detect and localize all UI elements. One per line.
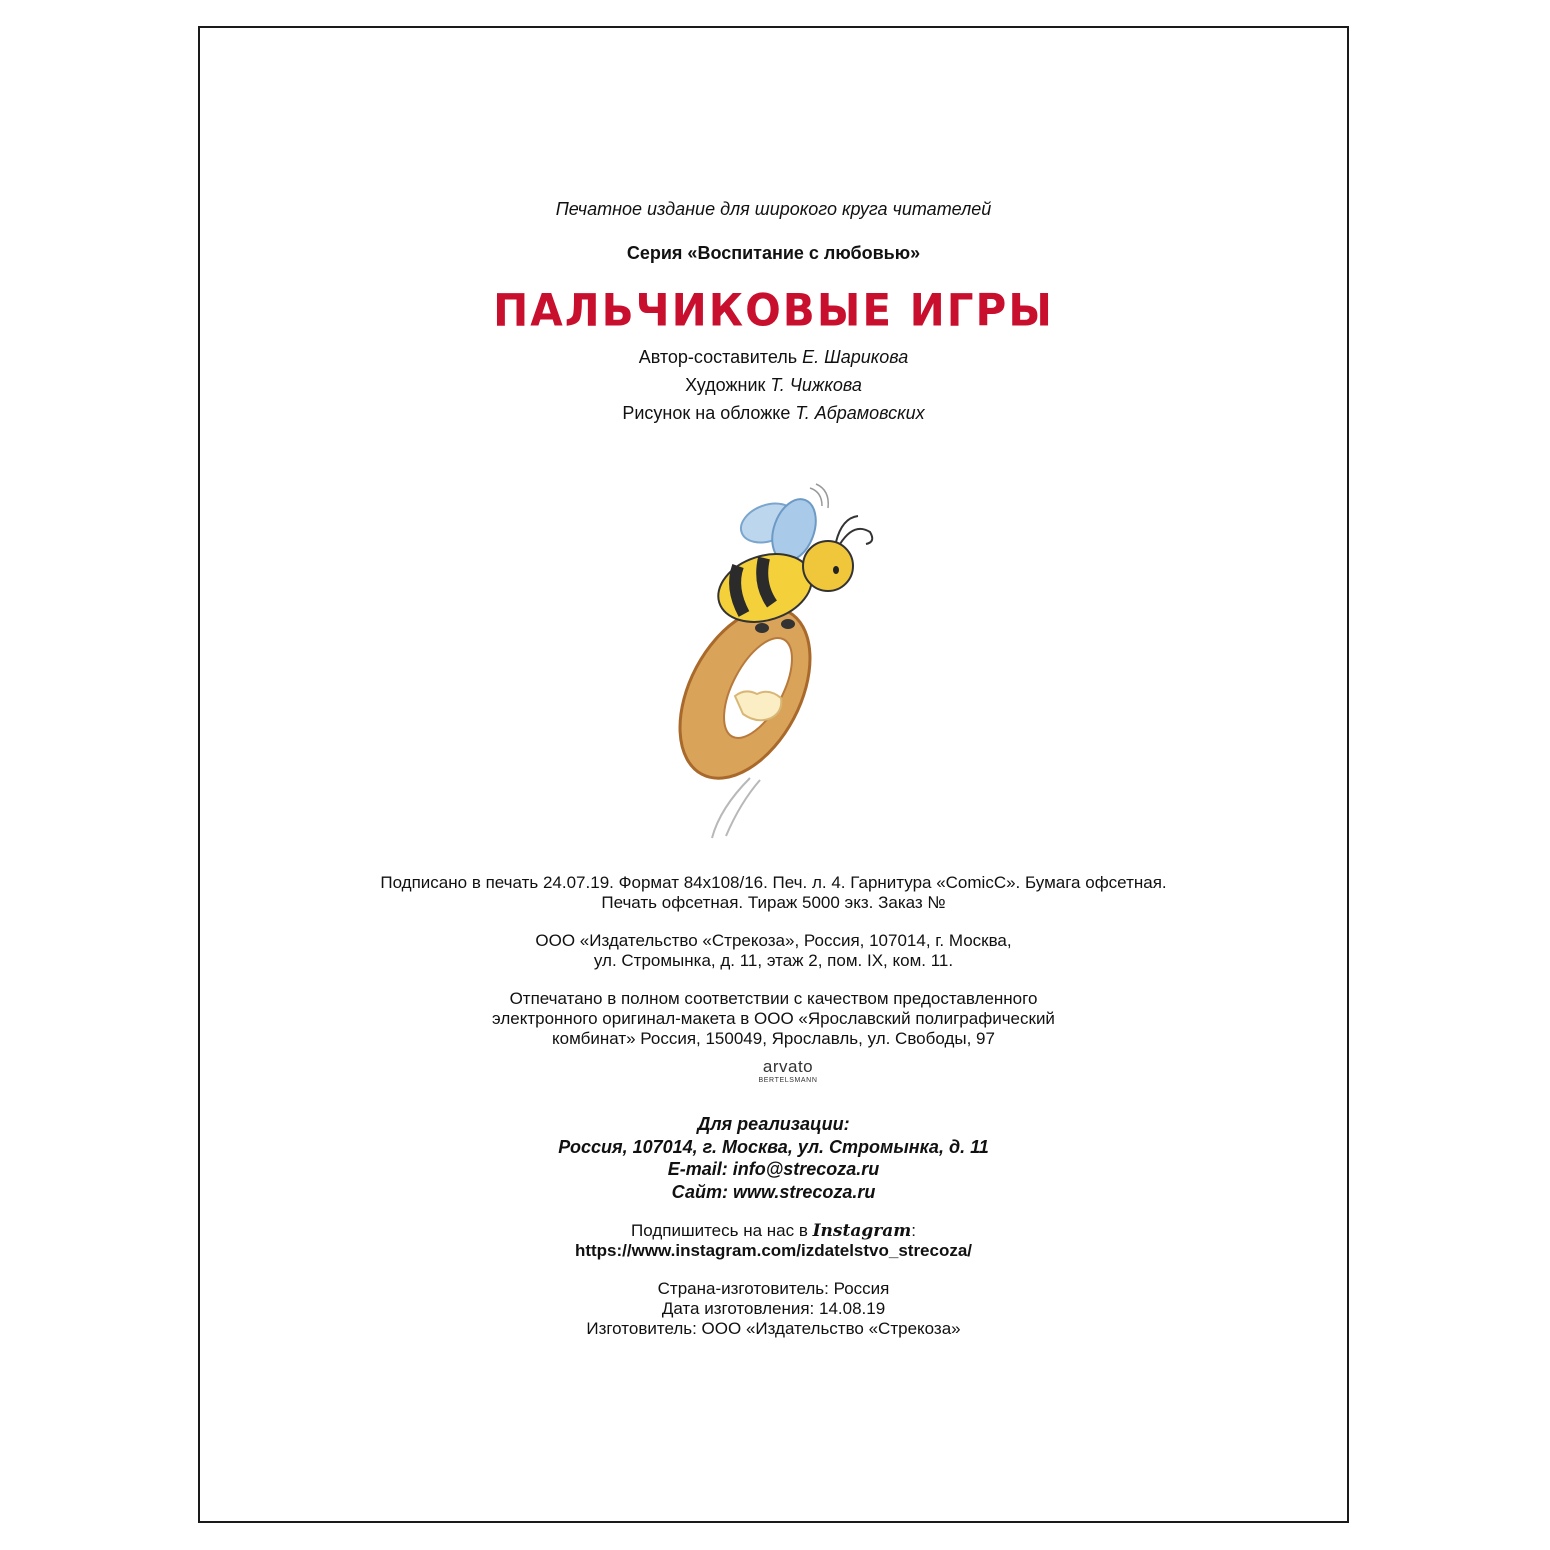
bee-leg: [781, 619, 795, 629]
credit-role: Автор-составитель: [638, 347, 798, 367]
credit-role: Рисунок на обложке: [622, 403, 791, 423]
credit-role: Художник: [685, 375, 766, 395]
logo-name: arvato: [762, 1057, 814, 1076]
print-info-1: Подписано в печать 24.07.19. Формат 84х108/16. Печ. л. 4. Гарнитура «ComicC». Бумага офсетная.: [380, 873, 1167, 892]
publisher-address-2: ул. Стромынка, д. 11, этаж 2, пом. IX, ком. 11.: [593, 951, 954, 970]
credit-name: Т. Абрамовских: [795, 403, 925, 423]
credit-cover: [198, 403, 1349, 424]
motion-line: [712, 778, 750, 838]
instagram-url[interactable]: https://www.instagram.com/izdatelstvo_strecoza/: [574, 1241, 973, 1260]
series-title: Серия «Воспитание с любовью»: [626, 243, 921, 263]
social-line: [198, 1221, 1349, 1241]
bee-leg: [755, 623, 769, 633]
printer-info-3: комбинат» Россия, 150049, Ярославль, ул. Свободы, 97: [552, 1029, 995, 1048]
printer-info-2: электронного оригинал-макета в ООО «Ярославский полиграфический: [492, 1009, 1055, 1028]
bee-on-bagel-illustration: [660, 478, 890, 843]
book-title: ПАЛЬЧИКОВЫЕ ИГРЫ: [493, 284, 1054, 337]
publisher-address-1: ООО «Издательство «Стрекоза», Россия, 107014, г. Москва,: [535, 931, 1012, 950]
wing-buzz-line: [810, 484, 828, 508]
printer-info-1: Отпечатано в полном соответствии с качеством предоставленного: [509, 989, 1038, 1008]
country-of-origin: Страна-изготовитель: Россия: [657, 1279, 890, 1298]
credit-name: Е. Шарикова: [802, 347, 909, 367]
logo-sub: BERTELSMANN: [758, 1077, 818, 1084]
bee-eye: [833, 566, 839, 574]
sales-heading: Для реализации:: [697, 1114, 850, 1134]
credit-artist: [198, 375, 1349, 396]
bee-head: [803, 541, 853, 591]
manufacturer: Изготовитель: ООО «Издательство «Стрекоза»: [586, 1319, 961, 1338]
credit-author: [198, 347, 1349, 368]
credit-name: Т. Чижкова: [770, 375, 862, 395]
print-info-2: Печать офсетная. Тираж 5000 экз. Заказ №: [601, 893, 946, 912]
sales-site[interactable]: Сайт: www.strecoza.ru: [671, 1182, 876, 1202]
edition-note: Печатное издание для широкого круга читателей: [555, 199, 992, 219]
bee-antenna: [840, 529, 872, 544]
sales-address: Россия, 107014, г. Москва, ул. Стромынка, д. 11: [558, 1137, 989, 1157]
social-suffix: :: [911, 1221, 916, 1240]
social-prefix: Подпишитесь на нас в: [631, 1221, 813, 1240]
arvato-logo: [748, 1058, 828, 1085]
motion-line: [726, 780, 760, 836]
instagram-wordmark: Instagram: [812, 1221, 912, 1241]
sales-email[interactable]: E-mail: info@strecoza.ru: [667, 1159, 880, 1179]
manufacture-date: Дата изготовления: 14.08.19: [661, 1299, 886, 1318]
